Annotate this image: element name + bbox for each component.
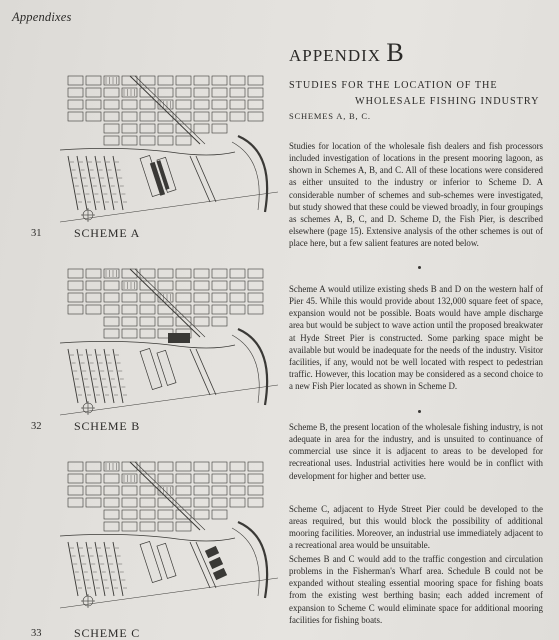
paragraph-separator — [418, 266, 421, 269]
paragraph-scheme-a: Scheme A would utilize existing sheds B and D on the western half of Pier 45. While this would provide about 132,000 square feet of space, expansion would not be possible. Boats would have ample discharge area but would be subject to wave action until the proposed breakwater at Hyde Street Pier is constructed. Some parking space might be available but would be inadequate for the needs of the industry. Visitor facilities, if any, would not be well located with respect to pedestrian traffic. However, this location may be considered as a second choice to a new Fish Pier located as shown in Scheme D. — [289, 284, 543, 392]
running-head: Appendixes — [12, 10, 72, 24]
appendix-word: APPENDIX — [289, 46, 382, 65]
appendix-title — [289, 38, 404, 68]
subtitle-line-2: WHOLESALE FISHING INDUSTRY — [355, 96, 540, 107]
paragraph-intro: Studies for location of the wholesale fish dealers and fish processors included investigation of locations in the present mooring lagoon, as shown in Schemes A, B, and C. All of these locations were considered as either unsuited to the industry or inferior to Scheme D. A considerable number of schemes and sub-schemes were investigated, but study showed that these could be viewed broadly, in four groupings as schemes A, B, C, and D. Scheme D, the Fish Pier, is described elsewhere (page 15). Extensive analysis of the other schemes is out of place here, but a few salient features are noted below. — [289, 141, 543, 249]
figure-caption: SCHEME B — [74, 419, 141, 433]
figure-number: 32 — [31, 421, 42, 432]
appendix-letter: B — [386, 38, 404, 67]
figure-number: 31 — [31, 228, 42, 239]
figure-number: 33 — [31, 628, 42, 639]
schemes-line: SCHEMES A, B, C. — [289, 111, 371, 121]
appendix-subtitle — [289, 78, 539, 110]
paragraph-separator — [418, 410, 421, 413]
scheme-a-map — [60, 72, 278, 227]
scheme-b-map — [60, 265, 278, 420]
paragraph-schemes-b-c: Schemes B and C would add to the traffic congestion and circulation problems in the Fisherman's Wharf area. Schedule B could not be expanded without stealing essential mooring space for fishing boats from the existing west berthing basin; each added increment of expansion to Scheme C would eliminate space for additional mooring facilities for fishing boats. — [289, 554, 543, 625]
figure-caption: SCHEME C — [74, 626, 141, 640]
paragraph-scheme-b: Scheme B, the present location of the wholesale fishing industry, is not adequate in area for the industry, and is unsuited to continuance of commercial use since it is adjacent to areas to be developed for recreational uses. Industrial activities here would be in conflict with development for higher and better use. — [289, 422, 543, 481]
subtitle-line-1: STUDIES FOR THE LOCATION OF THE — [289, 80, 498, 91]
scheme-c-map — [60, 458, 278, 613]
paragraph-scheme-c: Scheme C, adjacent to Hyde Street Pier could be developed to the areas required, but this would block the possibility of additional mooring facilities. Moreover, an industrial use immediately adjacent to a recreational area would be unsuitable. — [289, 504, 543, 551]
figure-caption: SCHEME A — [74, 226, 141, 240]
